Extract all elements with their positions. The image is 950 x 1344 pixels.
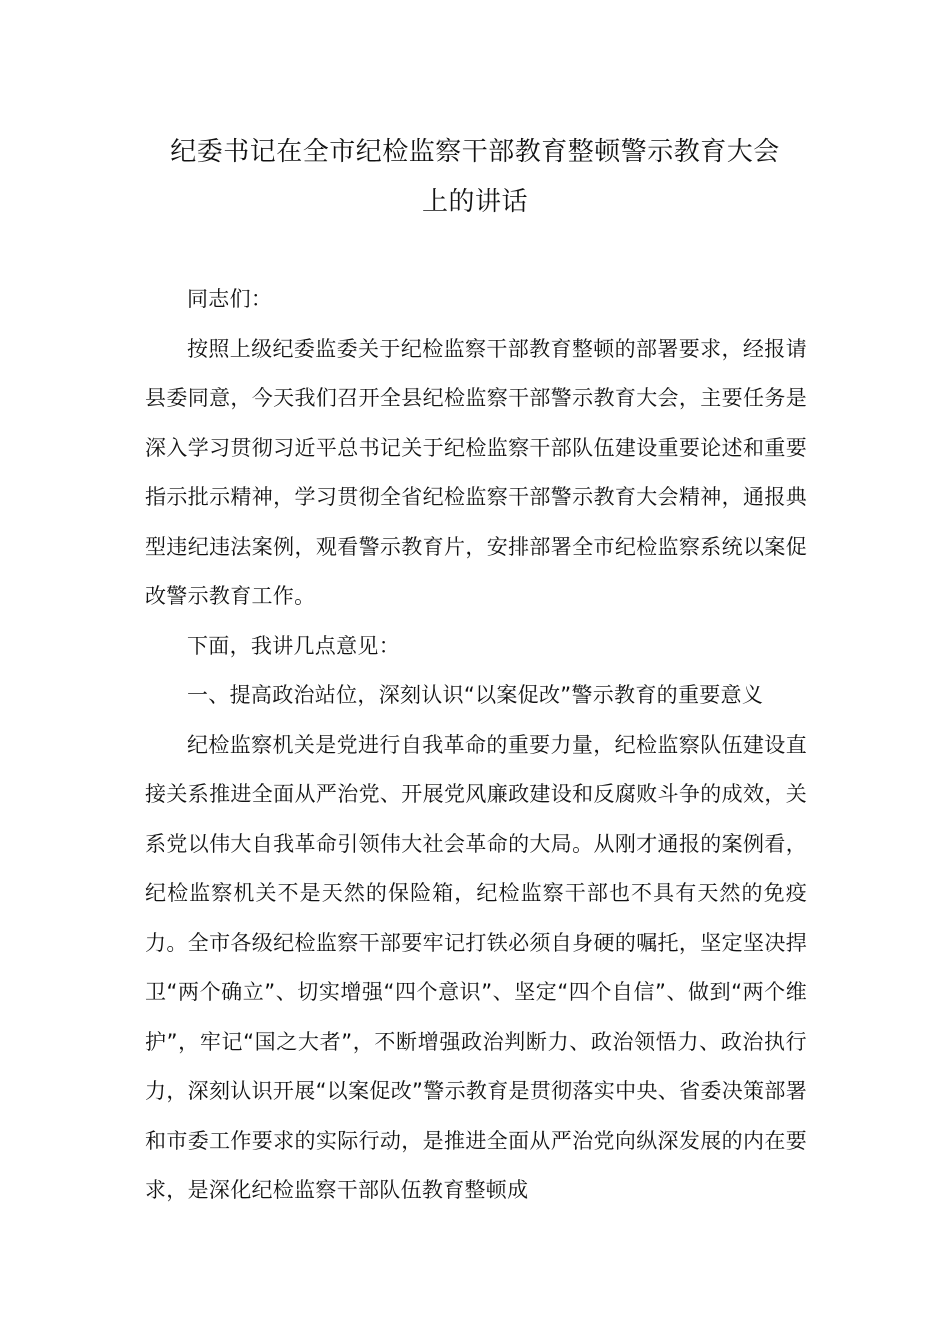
document-title-line-1: 纪委书记在全市纪检监察干部教育整顿警示教育大会 bbox=[170, 137, 780, 167]
document-title-line-2: 上的讲话 bbox=[421, 187, 528, 217]
section-heading-1: 一、提高政治站位，深刻认识“以案促改”警示教育的重要意义 bbox=[187, 683, 764, 707]
salutation-paragraph: 同志们： bbox=[187, 287, 273, 311]
intro-paragraph: 按照上级纪委监委关于纪检监察干部教育整顿的部署要求，经报请县委同意，今天我们召开全县纪检监察干部警示教育大会，主要任务是深入学习贯彻习近平总书记关于纪检监察干部队伍建设重要论述和重要指示批示精神，学习贯彻全省纪检监察干部警示教育大会精神，通报典型违纪违法案例，观看警示教育片，安排部署全市纪检监察系统以案促改警示教育工作。 bbox=[145, 336, 807, 608]
transition-paragraph: 下面，我讲几点意见： bbox=[187, 633, 400, 658]
section-1-paragraph: 纪检监察机关是党进行自我革命的重要力量，纪检监察队伍建设直接关系推进全面从严治党、开展党风廉政建设和反腐败斗争的成效，关系党以伟大自我革命引领伟大社会革命的大局。从刚才通报的案例看，纪检监察机关不是天然的保险箱，纪检监察干部也不具有天然的免疫力。全市各级纪检监察干部要牢记打铁必须自身硬的嘱托，坚定坚决捍卫“两个确立”、切实增强“四个意识”、坚定“四个自信”、做到“两个维护”，牢记“国之大者”，不断增强政治判断力、政治领悟力、政治执行力，深刻认识开展“以案促改”警示教育是贯彻落实中央、省委决策部署和市委工作要求的实际行动，是推进全面从严治党向纵深发展的内在要求，是深化纪检监察干部队伍教育整顿成 bbox=[145, 732, 807, 1202]
document-body bbox=[145, 275, 807, 1216]
